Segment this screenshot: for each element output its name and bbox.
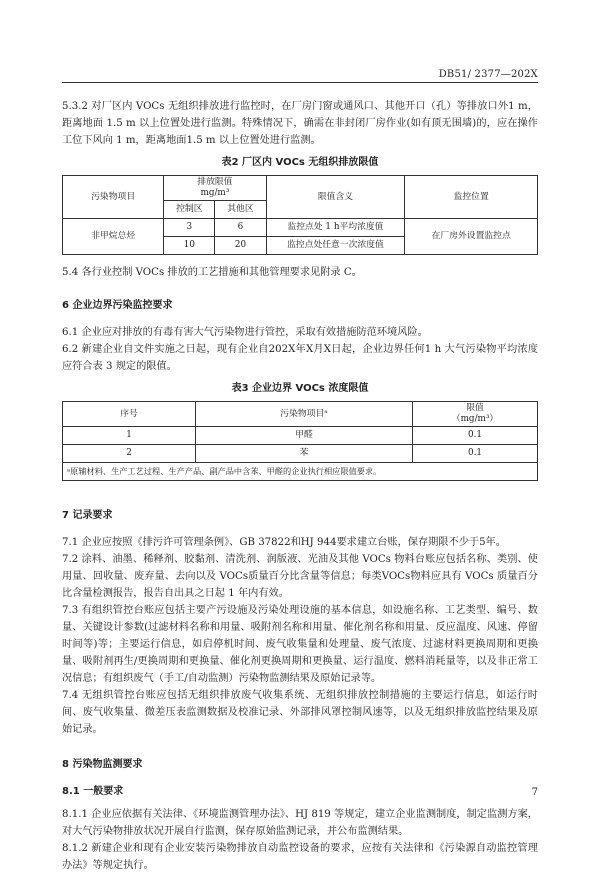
t3-r2-item: 苯 [196, 445, 413, 463]
standard-code: DB51/ 2377—202X [438, 69, 538, 80]
t2-r1-other: 6 [215, 219, 266, 237]
para-8-1-2: 8.1.2 新建企业和现有企业安装污染物排放自动监控设备的要求，应按有关法律和《污染源自动监控管理办法》等规定执行。 [62, 843, 538, 871]
table3 [62, 401, 538, 481]
t2-header-limit-unit: mg/m³ [200, 188, 230, 198]
para-7-4: 7.4 无组织管控台账应包括无组织排放废气收集系统、无组织排放控制措施的主要运行信息，如运行时间、废气收集量、微差压表监测数据及校准记录、外部排风罩控制风速等，以及无组织排放监控结果及原始记录。 [62, 690, 538, 735]
t3-r2-no: 2 [63, 445, 196, 463]
section-7-heading: 7 记录要求 [62, 510, 113, 521]
para-5-4: 5.4 各行业控制 VOCs 排放的工艺措施和其他管理要求见附录 C。 [62, 267, 362, 278]
table3-caption: 表3 企业边界 VOCs 浓度限值 [231, 383, 369, 394]
t3-r1-no: 1 [63, 427, 196, 445]
t3-r2-limit: 0.1 [413, 445, 538, 463]
section-6-heading: 6 企业边界污染监控要求 [62, 300, 173, 311]
t2-r2-meaning: 监控点处任意一次浓度值 [266, 237, 405, 255]
para-7-1: 7.1 企业应按照《排污许可管理条例》、GB 37822和HJ 944要求建立台账，保存期限不少于5年。 [62, 537, 506, 548]
t3-footnote: ᵃ原辅材料、生产工艺过程、生产产品、副产品中含苯、甲醛的企业执行相应限值要求。 [63, 463, 538, 481]
t2-r2-control: 10 [164, 237, 215, 255]
t2-header-limit [164, 176, 266, 201]
header-rule [62, 82, 538, 83]
t3-header-item: 污染物项目ᵃ [196, 402, 413, 427]
para-7-2: 7.2 涂料、油墨、稀释剂、胶黏剂、清洗剂、润版液、光油及其他 VOCs 物料台账应包括名称、类别、使用量、回收量、废弃量、去向以及 VOCs质量百分比含量等信息；每类VOCs物料应具有 VOCs 质量百分比含量检测报告，报告自出具之日起 1 年内有效。 [62, 554, 538, 599]
t3-header-limit [413, 402, 538, 427]
t3-header-limit-label: 限值 [466, 403, 484, 413]
t2-header-location: 监控位置 [405, 176, 538, 219]
t2-r2-other: 20 [215, 237, 266, 255]
t2-location: 在厂房外设置监控点 [405, 219, 538, 255]
t3-header-limit-unit: （mg/m³） [451, 414, 499, 424]
t2-header-other: 其他区 [215, 201, 266, 219]
table2-caption: 表2 厂区内 VOCs 无组织排放限值 [221, 157, 379, 168]
para-8-1-1: 8.1.1 企业应依据有关法律、《环境监测管理办法》、HJ 819 等规定，建立企业监测制度，制定监测方案，对大气污染物排放状况开展自行监测，保存原始监测记录，并公布监测结果。 [62, 809, 538, 837]
t2-r1-control: 3 [164, 219, 215, 237]
t2-r1-meaning: 监控点处 1 h平均浓度值 [266, 219, 405, 237]
table2 [62, 175, 538, 255]
t2-header-meaning: 限值含义 [266, 176, 405, 219]
para-6-1: 6.1 企业应对排放的有毒有害大气污染物进行管控，采取有效措施防范环境风险。 [62, 327, 428, 338]
para-7-3: 7.3 有组织管控台账应包括主要产污设施及污染处理设施的基本信息，如设施名称、工艺类型、编号、数量、关键设计参数(过滤材料名称和用量、吸附剂名称和用量、催化剂名称和用量、反应温度、风速、停留时间等)等；主要运行信息，如启停机时间、废气收集量和处理量、废气浓度、过滤材料更换周期和更换量、吸附剂再生/更换周期和更换量、催化剂更换周期和更换量、运行温度、燃料消耗量等，以及非正常工况信息；有组织废气（手工/自动监测）污染物监测结果及原始记录等。 [62, 605, 538, 684]
t3-r1-limit: 0.1 [413, 427, 538, 445]
para-6-2: 6.2 新建企业自文件实施之日起，现有企业自202X年X月X日起，企业边界任何1 h 大气污染物平均浓度应符合表 3 规定的限值。 [62, 344, 538, 372]
t2-header-control: 控制区 [164, 201, 215, 219]
page-content [62, 98, 538, 874]
section-8-heading: 8 污染物监测要求 [62, 759, 143, 770]
t2-item: 非甲烷总烃 [63, 219, 164, 255]
t3-r1-item: 甲醛 [196, 427, 413, 445]
t3-header-no: 序号 [63, 402, 196, 427]
t2-header-limit-label: 排放限值 [197, 177, 233, 187]
page-number: 7 [531, 787, 538, 798]
para-5-3-2: 5.3.2 对厂区内 VOCs 无组织排放进行监控时，在厂房门窗或通风口、其他开口（孔）等排放口外1 m，距离地面 1.5 m 以上位置处进行监测。特殊情况下，确需在非封闭厂房作业(如有顶无围墙)的，应在操作工位下风向 1 m，距离地面1.5 m 以上位置处进行监测。 [62, 101, 538, 146]
section-8-1-heading: 8.1 一般要求 [62, 786, 124, 797]
t2-header-item: 污染物项目 [63, 176, 164, 219]
